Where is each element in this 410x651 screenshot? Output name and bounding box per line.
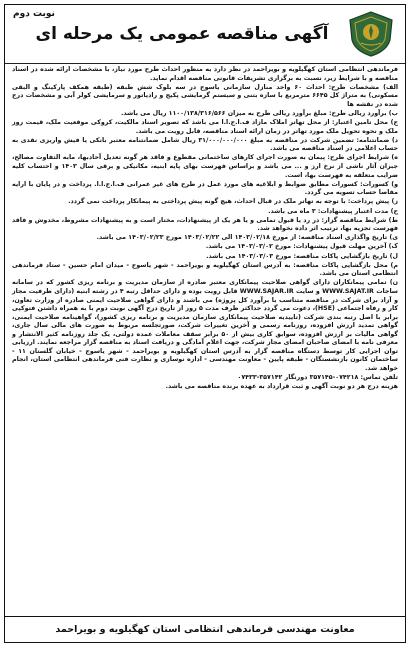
item-n: ن) تمامی پیمانکاران دارای گواهی صلاحیت پیمانکاری معتبر صادره از سازمان مدیریت و برنامه ریزی کشور که در سامانه ساجات WWW.SAJAT.IR و سایت WWW.SAJAR.IR قابل رویت بوده و دارای حداقل رتبه ۴ در رشته ابنیه (دارای ظرفیت مجاز و آزاد برای شرکت در مناقصه متناسب با برآورد کل پروژه) می باشند و دارای گواهی صلاحیت ایمنی صادره از وزارت تعاون، کار و رفاه اجتماعی (HSE)، دعوت می گردد حداکثر ظرف مدت ۵ روز از تاریخ درج آگهی نوبت دوم با به همراه داشتن فتوکپی برابر با اصل رتبه بندی شرکت (تاییدیه صلاحیت پیمانکاری سازمان مدیریت و برنامه ریزی کشور)، گواهینامه صلاحیت ایمنی، گواهی تمدید ارزش افزوده، روزنامه رسمی و آخرین تغییرات شرکت، صورتجلسه مربوط به صورت های مالی سال جاری، گواهی مالیات بر ارزش افزوده، سوابق کاری بیش از ۵۰ برابر سقف معاملات عمده دولتی، یک جلد روزنامه کثیر الانتشار و معرفی نامه با امضای صاحبان امضای مجاز شرکت، جهت اعلام آمادگی و دریافت اسناد به مناقصه گزار مراجعه نمایند. ارزیابی توان اجرایی کار توسط دستگاه مناقصه گزار به آدرس استان کهگیلویه و بویراحمد - شهر یاسوج - خیابان گلستان ۱۱ - ساختمان کانون بازنشستگان - طبقه پایین - معاونت مهندسی - اداره نوسازی و نظارت فنی فرماندهی انتظامی استان، انجام خواهد شد. (12, 279, 399, 372)
item-k: ک) آخرین مهلت قبول پیشنهادات: مورخ ۱۴۰۳/۰۳/۰۲ می باشد. (205, 243, 398, 251)
item-m: م) محل بازگشایی پاکات مناقصه: به آدرس استان کهگیلویه و بویراحمد - شهر یاسوج - میدان امام حسین - ستاد فرماندهی انتظامی استان می باشد. (12, 261, 398, 278)
cost-note: هزینه درج هر دو نوبت آگهی و ثبت قرارداد به عهده برنده مناقصه می باشد. (165, 383, 398, 391)
item-a: الف) مشخصات طرح: احداث ۶۰ واحد منازل سازمانی یاسوج در سه بلوک شش طبقه (طبقه همکف پارکینگ و البقی مسکونی) به متراژ کل ۶۶۴۵ مترمربع با سازه بتنی و سیستم گرمایشی پکیج و رادیاتور و سرمایشی کولر آبی و مشخصات درج شده در نقشه ها (12, 83, 398, 108)
item-y: ی) تاریخ واگذاری اسناد مناقصه: از مورخ ۱۴۰۳/۰۲/۱۸ الی ۱۴۰۳/۰۲/۲۲ مورخ ۱۴۰۳/۰۲/۲۳ می باشد. (96, 234, 398, 242)
notice-page (4, 4, 406, 643)
item-e: ه) شرایط اجرای طرح: پیمان به صورت اجرای کارهای ساختمانی مقطوع و فاقد هر گونه تعدیل آحادبها، مابه التفاوت مصالح، جبران آثار ناشی از نرخ ارز و ... می باشد و براساس فهرست بهای پایه ابنیه، مکانیکی و برقی سال ۱۴۰۳ و احتساب کلیه ضرایب متعلقه به فهرست بها، است. (12, 154, 398, 179)
phone-line: تلفن تماس: ۰۷۴۲۱۸-۳۵۷۱۴۵ دورنگار ۳۵۷۱۴۲-۰۷۴۳۳ (237, 374, 398, 382)
round-label: نوبت دوم (13, 9, 55, 19)
item-h: ح) مدت اعتبار پیشنهادات: ۳ ماه می باشد. (268, 207, 398, 215)
item-d: د) ضمانتنامه: تضمین شرکت در مناقصه به مبلغ ۳۱/۰۰۰/۰۰۰/۰۰۰ ریال شامل ضمانتنامه معتبر بانکی یا فیش واریزی نقدی به حساب اعلامی در اسناد مناقصه می باشد. (12, 136, 398, 153)
item-v: و) کسورات: کسورات مطابق ضوابط و ابلاغیه های مورد عمل در طرح های غیر عمرانی ف.ا.ج.ا.ا. پرداخت و در پایان با ارایه مفاصا حساب تسویه می گردد. (12, 180, 398, 197)
notice-title: آگهی مناقصه عمومی یک مرحله ای (35, 24, 329, 44)
header (5, 5, 405, 64)
item-t: ط) شرایط مناقصه گزار: در رد یا قبول تمامی و یا هر یک از پیشنهادات، مختار است و به پیشنهادات مشروط، مخدوش و فاقد فهرست تجزیه بها، ترتیب اثر داده نخواهد شد. (12, 216, 398, 233)
notice-intro: فرماندهی انتظامی استان کهگیلویه و بویراحمد در نظر دارد به منظور احداث طرح مورد نیاز، با مشخصات ارائه شده در اسناد مناقصه و با شرایط زیر، نسبت به برگزاری تشریفات قانونی مناقصه اقدام نماید. (12, 66, 398, 82)
item-b: ب) برآورد ریالی طرح: مبلغ برآورد ریالی طرح به میزان ۱۱۰۰/۱۳۸/۳۱۶/۵۶۶ ریال می باشد. (121, 109, 398, 117)
police-emblem-icon (345, 10, 397, 58)
notice-body (12, 66, 398, 614)
item-c: ج) محل تامین اعتبار: از محل تهاتر املاک مازاد ف.ا.ج.ا.ا می باشد که تصویر اسناد مالکیت، کروکی موقعیت ملک، قیمت روز ملک و نحوه تحویل ملک مورد تهاتر در زمان ارائه اسناد مناقصه، قابل رویت می باشد. (12, 119, 398, 135)
item-l: ل) تاریخ بازگشایی پاکات مناقصه: مورخ ۱۴۰۳/۰۳/۰۳ می باشد. (206, 252, 398, 260)
item-z: ز) پیش پرداخت: با توجه به تهاتر ملک در قبال احداث، هیچ گونه پیش پرداختی به پیمانکار پرداخت نمی گردد. (68, 198, 398, 206)
footer-issuer: معاونت مهندسی فرماندهی انتظامی استان کهگیلویه و بویراحمد (5, 616, 405, 642)
